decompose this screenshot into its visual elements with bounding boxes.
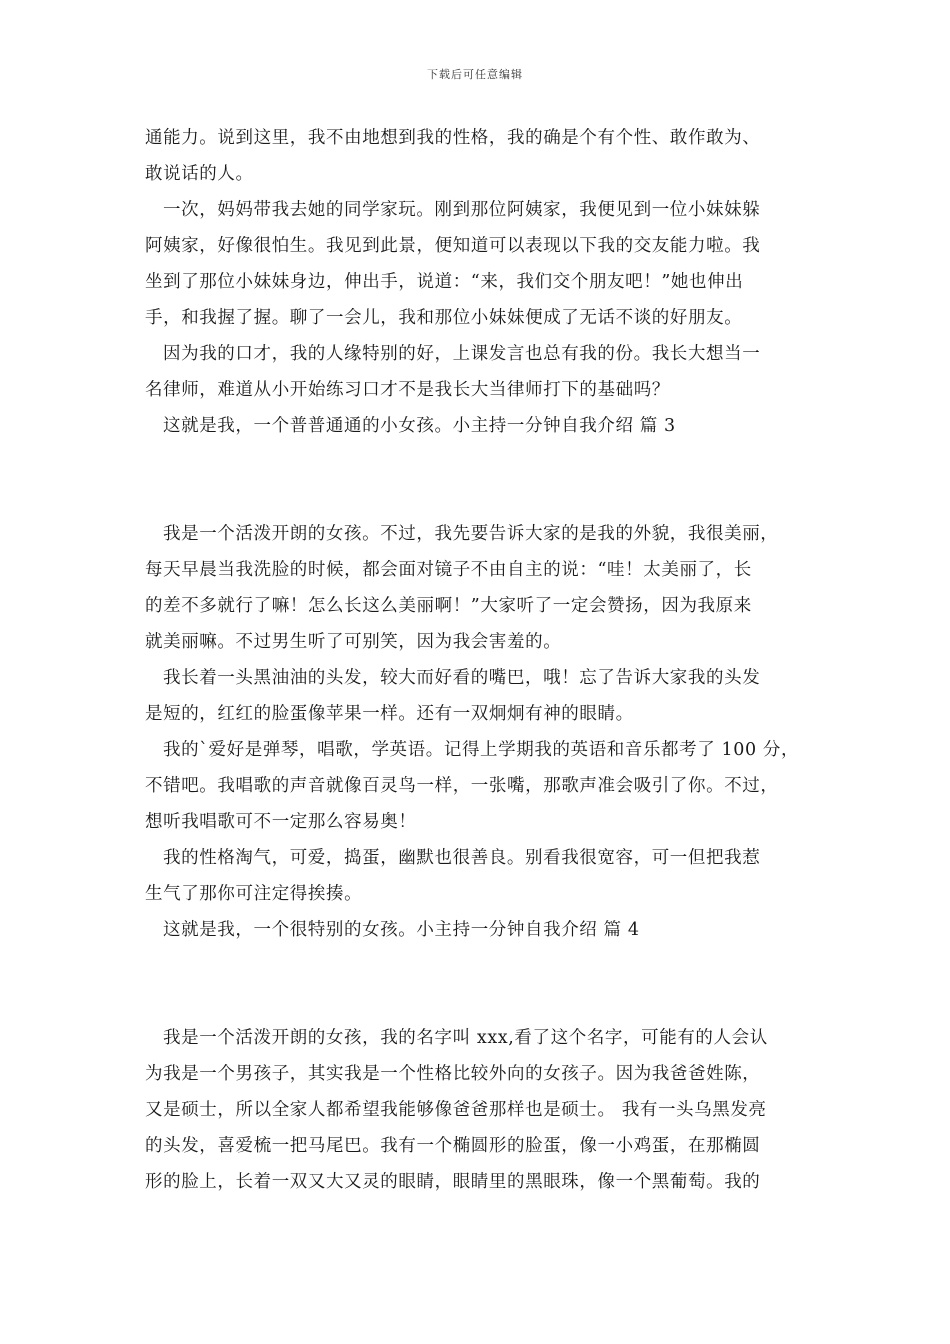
text-line: 形的脸上，长着一双又大又灵的眼睛，眼睛里的黑眼珠，像一个黑葡萄。我的: [145, 1172, 761, 1192]
paragraph: [145, 516, 815, 660]
paragraph: [145, 732, 815, 840]
text-line: 我是一个活泼开朗的女孩，我的名字叫 xxx,看了这个名字，可能有的人会认: [163, 1028, 768, 1048]
paragraph: [145, 336, 815, 408]
text-line: 因为我的口才，我的人缘特别的好，上课发言也总有我的份。我长大想当一: [163, 344, 761, 364]
text-line: 这就是我，一个很特别的女孩。小主持一分钟自我介绍 篇 4: [163, 920, 640, 940]
text-line: 就美丽嘛。不过男生听了可别笑，因为我会害羞的。: [145, 632, 562, 652]
text-line: 手，和我握了握。聊了一会儿，我和那位小妹妹便成了无话不谈的好朋友。: [145, 308, 743, 328]
text-line: 我长着一头黑油油的头发，较大而好看的嘴巴，哦！忘了告诉大家我的头发: [163, 668, 761, 688]
document-body: [145, 120, 815, 1200]
paragraph: [145, 840, 815, 912]
text-line: 名律师，难道从小开始练习口才不是我长大当律师打下的基础吗？: [145, 380, 670, 400]
text-line: 是短的，红红的脸蛋像苹果一样。还有一双炯炯有神的眼睛。: [145, 704, 634, 724]
text-line: 一次，妈妈带我去她的同学家玩。刚到那位阿姨家，我便见到一位小妹妹躲: [163, 200, 761, 220]
text-line: 这就是我，一个普普通通的小女孩。小主持一分钟自我介绍 篇 3: [163, 416, 676, 436]
paragraph: [145, 120, 815, 192]
text-line: 我是一个活泼开朗的女孩。不过，我先要告诉大家的是我的外貌，我很美丽，: [163, 524, 779, 544]
paragraph: [145, 1020, 815, 1200]
paragraph: [145, 408, 815, 444]
text-line: 每天早晨当我洗脸的时候，都会面对镜子不由自主的说：“哇！太美丽了，长: [145, 560, 752, 580]
text-line: 生气了那你可注定得挨揍。: [145, 884, 363, 904]
text-line: 想听我唱歌可不一定那么容易奥！: [145, 812, 417, 832]
text-line: 的头发，喜爱梳一把马尾巴。我有一个椭圆形的脸蛋，像一小鸡蛋，在那椭圆: [145, 1136, 761, 1156]
text-line: 我的`爱好是弹琴，唱歌，学英语。记得上学期我的英语和音乐都考了 100 分，: [163, 740, 800, 760]
text-line: 又是硕士，所以全家人都希望我能够像爸爸那样也是硕士。 我有一头乌黑发亮: [145, 1100, 767, 1120]
paragraph: [145, 912, 815, 948]
text-line: 的差不多就行了嘛！怎么长这么美丽啊！”大家听了一定会赞扬，因为我原来: [145, 596, 752, 616]
page-header-note: 下载后可任意编辑: [427, 68, 523, 81]
section-gap: [145, 948, 815, 1020]
text-line: 敢说话的人。: [145, 164, 254, 184]
section-gap: [145, 444, 815, 516]
text-line: 阿姨家，好像很怕生。我见到此景，便知道可以表现以下我的交友能力啦。我: [145, 236, 761, 256]
paragraph: [145, 192, 815, 336]
text-line: 通能力。说到这里，我不由地想到我的性格，我的确是个有个性、敢作敢为、: [145, 128, 761, 148]
text-line: 不错吧。我唱歌的声音就像百灵鸟一样，一张嘴，那歌声准会吸引了你。不过，: [145, 776, 779, 796]
text-line: 我的性格淘气，可爱，捣蛋，幽默也很善良。别看我很宽容，可一但把我惹: [163, 848, 761, 868]
text-line: 坐到了那位小妹妹身边，伸出手，说道：“来，我们交个朋友吧！”她也伸出: [145, 272, 744, 292]
text-line: 为我是一个男孩子，其实我是一个性格比较外向的女孩子。因为我爸爸姓陈，: [145, 1064, 761, 1084]
paragraph: [145, 660, 815, 732]
